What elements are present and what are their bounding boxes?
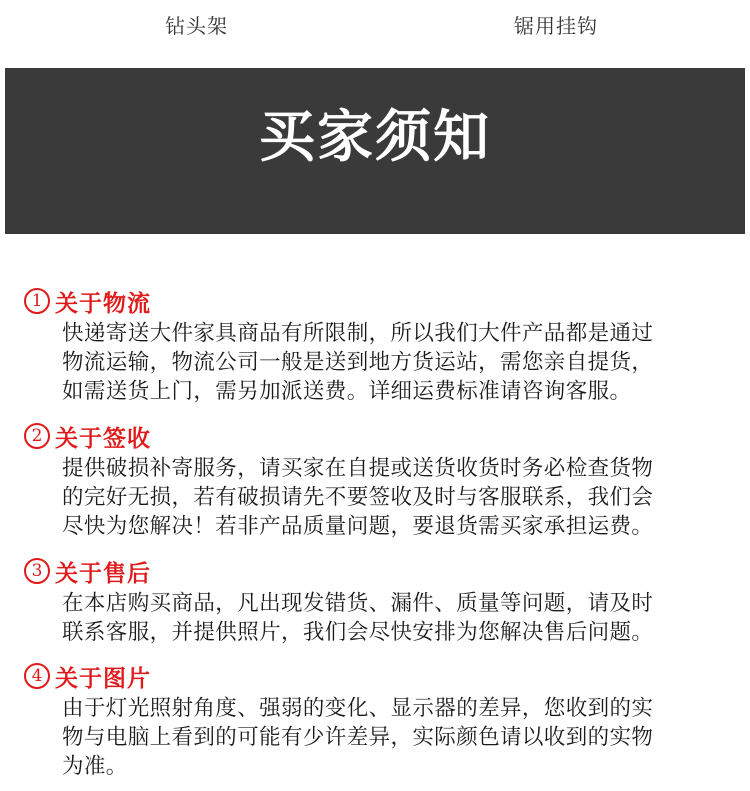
tab-drill-rack[interactable]: 钻头架 [165,14,228,38]
body-line: 由于灯光照射角度、强弱的变化、显示器的差异，您收到的实 [62,696,654,721]
body-line: 物流运输，物流公司一般是送到地方货运站，需您亲自提货， [62,350,654,375]
body-line: 提供破损补寄服务，请买家在自提或送货收货时务必检查货物 [62,456,654,481]
banner-divider [367,262,381,264]
body-line: 的完好无损，若有破损请先不要签收及时与客服联系，我们会 [62,485,654,510]
circled-number-icon: 4 [24,663,50,689]
banner-title: 买家须知 [259,105,491,170]
section-body [62,589,734,647]
body-line: 快递寄送大件家具商品有所限制，所以我们大件产品都是通过 [62,321,654,346]
section-title: 关于物流 [55,289,151,317]
section-after-sales [24,555,734,647]
section-header [24,420,734,452]
body-line: 尽快为您解决！若非产品质量问题，要退货需买家承担运费。 [62,514,654,539]
section-title: 关于售后 [55,559,151,587]
body-line: 为准。 [62,754,128,779]
section-title: 关于图片 [55,664,151,692]
body-line: 在本店购买商品，凡出现发错货、漏件、质量等问题，请及时 [62,591,654,616]
body-line: 物与电脑上看到的可能有少许差异，实际颜色请以收到的实物 [62,725,654,750]
section-header [24,285,734,317]
section-body [62,694,734,781]
notice-banner [5,68,745,234]
section-body [62,454,734,541]
section-header [24,555,734,587]
section-images [24,660,734,781]
category-tabs [0,0,750,48]
body-line: 如需送货上门，需另加派送费。详细运费标准请咨询客服。 [62,379,632,404]
body-line: 联系客服，并提供照片，我们会尽快安排为您解决售后问题。 [62,620,654,645]
circled-number-icon: 1 [24,288,50,314]
section-title: 关于签收 [55,424,151,452]
section-header [24,660,734,692]
tab-saw-hook[interactable]: 锯用挂钩 [514,14,598,38]
circled-number-icon: 2 [24,423,50,449]
section-logistics [24,285,734,406]
section-body [62,319,734,406]
section-signing [24,420,734,541]
circled-number-icon: 3 [24,558,50,584]
